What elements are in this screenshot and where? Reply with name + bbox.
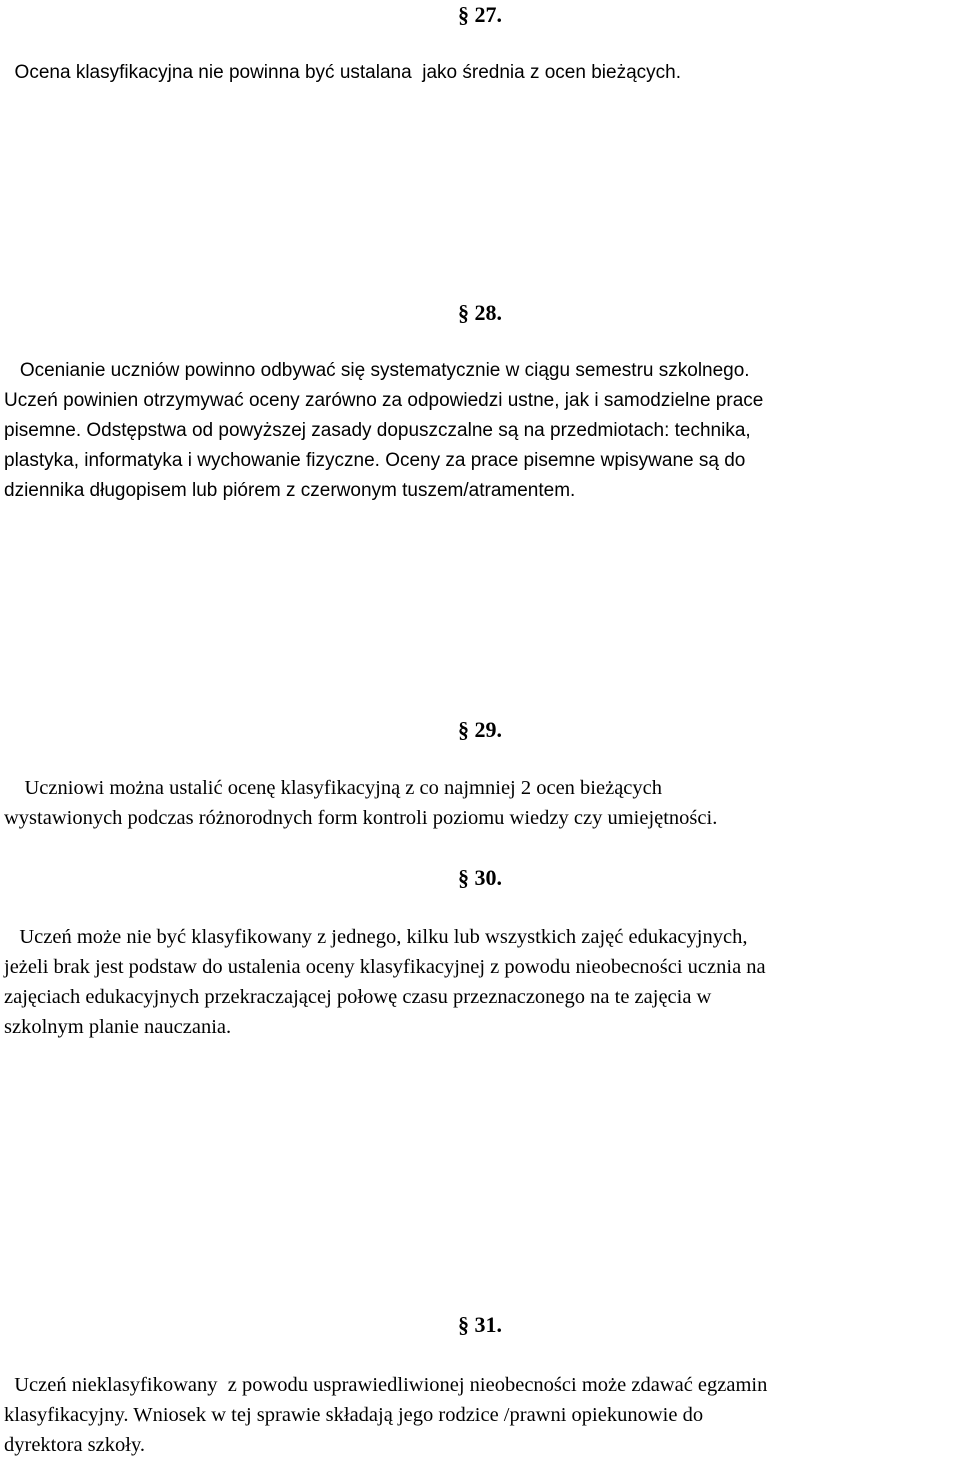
paragraph-line: dyrektora szkoły. (4, 1434, 145, 1456)
section-heading-27: § 27. (458, 2, 502, 27)
section-heading-30: § 30. (458, 865, 502, 890)
paragraph-line: wystawionych podczas różnorodnych form kontroli poziomu wiedzy czy umiejętności. (4, 807, 718, 829)
paragraph-line: zajęciach edukacyjnych przekraczającej połowę czasu przeznaczonego na te zajęcia w (4, 986, 712, 1008)
paragraph-line: klasyfikacyjny. Wniosek w tej sprawie składają jego rodzice /prawni opiekunowie do (4, 1404, 704, 1426)
paragraph-29 (4, 773, 960, 833)
section-heading-28: § 28. (458, 300, 502, 325)
paragraph-line: Uczniowi można ustalić ocenę klasyfikacyjną z co najmniej 2 ocen bieżących (4, 777, 663, 799)
paragraph-line: szkolnym planie nauczania. (4, 1016, 232, 1038)
paragraph-line: Uczeń powinien otrzymywać oceny zarówno za odpowiedzi ustne, jak i samodzielne prace (4, 390, 764, 411)
paragraph-28 (4, 356, 960, 506)
paragraph-line: plastyka, informatyka i wychowanie fizyczne. Oceny za prace pisemne wpisywane są do (4, 450, 746, 471)
paragraph-line: jeżeli brak jest podstaw do ustalenia oceny klasyfikacyjnej z powodu nieobecności ucznia na (4, 956, 766, 978)
paragraph-31 (4, 1370, 960, 1460)
paragraph-line: pisemne. Odstępstwa od powyższej zasady dopuszczalne są na przedmiotach: technika, (4, 420, 751, 441)
paragraph-line: Uczeń może nie być klasyfikowany z jednego, kilku lub wszystkich zajęć edukacyjnych, (4, 926, 748, 948)
paragraph-line: Ocena klasyfikacyjna nie powinna być ustalana jako średnia z ocen bieżących. (4, 62, 681, 83)
paragraph-30 (4, 922, 960, 1042)
paragraph-line: Uczeń nieklasyfikowany z powodu usprawiedliwionej nieobecności może zdawać egzamin (4, 1374, 768, 1396)
section-heading-31: § 31. (458, 1312, 502, 1337)
paragraph-27 (4, 58, 960, 88)
section-heading-29: § 29. (458, 717, 502, 742)
paragraph-line: dziennika długopisem lub piórem z czerwonym tuszem/atramentem. (4, 480, 576, 501)
paragraph-line: Ocenianie uczniów powinno odbywać się systematycznie w ciągu semestru szkolnego. (4, 360, 750, 381)
